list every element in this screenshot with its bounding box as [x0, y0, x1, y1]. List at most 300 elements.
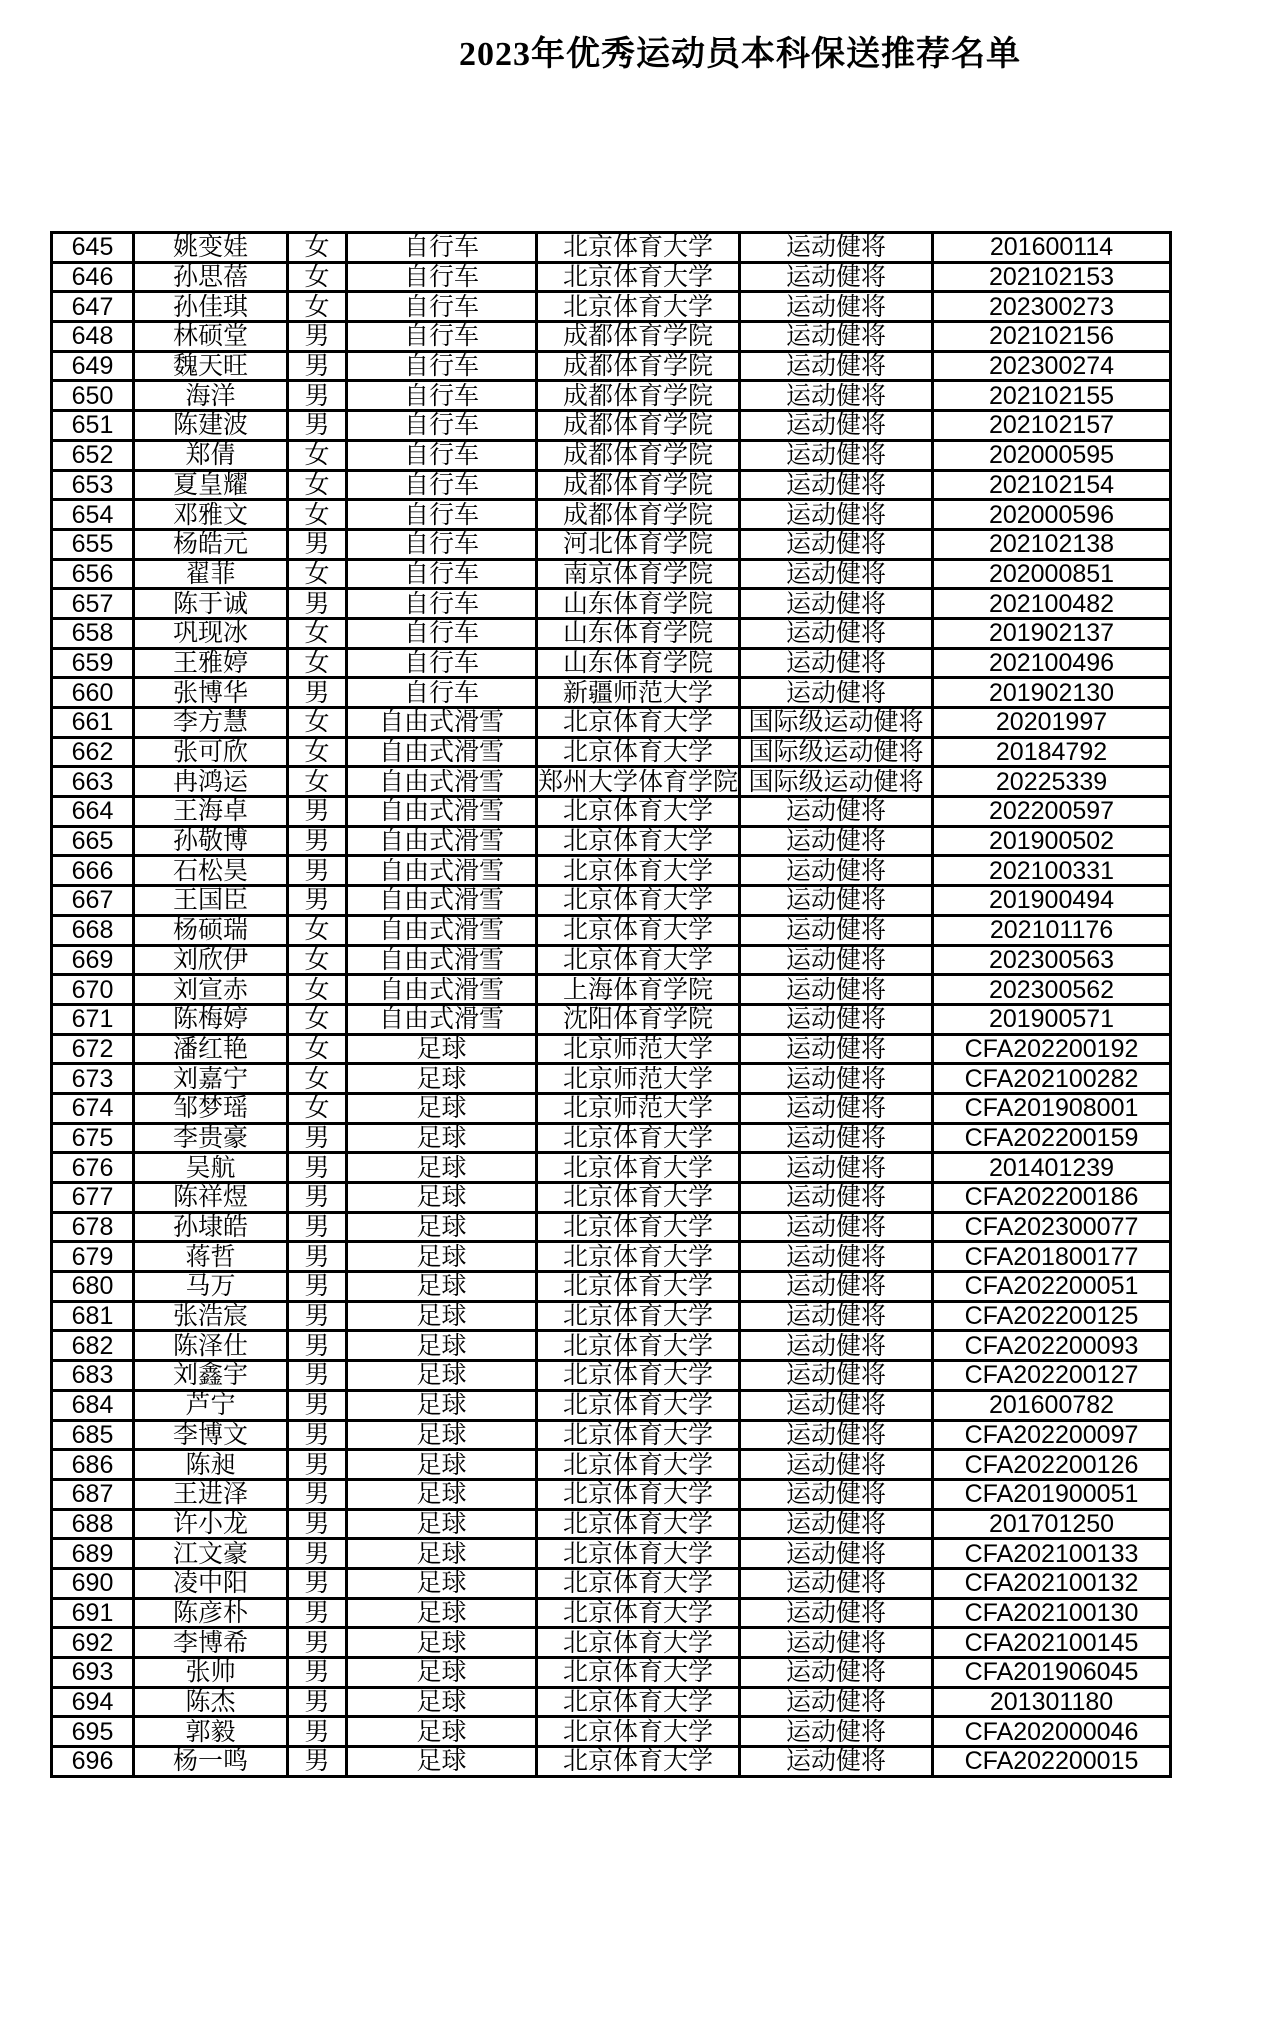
cell-certificate-id	[933, 529, 1171, 559]
cell-level	[740, 589, 933, 619]
athlete-list-table	[50, 231, 1172, 1778]
cell-university-text: 北京体育大学	[563, 1184, 714, 1211]
cell-number	[52, 589, 134, 619]
cell-number	[52, 233, 134, 263]
cell-gender-text: 女	[304, 946, 330, 974]
cell-sport-text: 自行车	[403, 441, 479, 469]
cell-gender-text: 女	[304, 501, 330, 528]
cell-name-text: 刘欣伊	[172, 946, 248, 974]
cell-gender	[288, 1212, 347, 1242]
cell-sport	[347, 589, 537, 619]
cell-name	[134, 1093, 288, 1123]
cell-sport-text: 足球	[416, 1184, 467, 1211]
cell-number	[52, 1687, 134, 1717]
cell-level-text: 运动健将	[786, 1540, 887, 1567]
cell-certificate-id	[933, 1034, 1171, 1064]
table-row	[52, 618, 1171, 648]
cell-gender-text: 男	[304, 679, 330, 706]
cell-university-text: 南京体育学院	[563, 560, 714, 588]
cell-sport-text: 自由式滑雪	[378, 827, 504, 855]
cell-level	[740, 1004, 933, 1034]
cell-certificate-id-text: 202100482	[988, 590, 1115, 617]
cell-university-text: 北京体育大学	[563, 1480, 714, 1508]
cell-certificate-id-text: CFA201800177	[964, 1243, 1139, 1271]
cell-certificate-id	[933, 767, 1171, 797]
cell-gender-text: 男	[304, 1748, 330, 1775]
cell-sport-text: 自由式滑雪	[378, 798, 504, 825]
cell-university	[537, 262, 740, 292]
cell-level-text: 运动健将	[786, 441, 887, 469]
cell-name	[134, 678, 288, 708]
cell-level-text: 运动健将	[786, 1184, 887, 1211]
cell-certificate-id-text: 201600782	[988, 1391, 1115, 1419]
cell-name	[134, 915, 288, 945]
cell-sport	[347, 1687, 537, 1717]
cell-gender	[288, 975, 347, 1005]
table-row	[52, 1658, 1171, 1688]
cell-number	[52, 529, 134, 559]
cell-level-text: 运动健将	[786, 1005, 887, 1033]
cell-certificate-id-text: 202200597	[988, 798, 1115, 825]
cell-gender	[288, 1242, 347, 1272]
cell-gender	[288, 945, 347, 975]
cell-name-text: 吴航	[185, 1154, 236, 1181]
cell-name-text: 海洋	[185, 382, 236, 410]
cell-number	[52, 886, 134, 916]
cell-sport-text: 足球	[416, 1302, 467, 1330]
cell-level-text: 运动健将	[786, 1065, 887, 1092]
cell-number-text: 649	[71, 352, 114, 380]
cell-number	[52, 351, 134, 381]
cell-name	[134, 1658, 288, 1688]
cell-sport-text: 足球	[416, 1243, 467, 1271]
table-row	[52, 1598, 1171, 1628]
table-row	[52, 1479, 1171, 1509]
cell-sport-text: 自行车	[403, 412, 479, 439]
cell-certificate-id-text: 20184792	[995, 738, 1108, 766]
cell-level	[740, 767, 933, 797]
cell-level	[740, 1212, 933, 1242]
cell-gender-text: 女	[304, 976, 330, 1003]
cell-number-text: 662	[71, 738, 114, 766]
cell-level	[740, 945, 933, 975]
cell-level-text: 运动健将	[786, 887, 887, 914]
cell-level	[740, 1450, 933, 1480]
cell-level	[740, 1539, 933, 1569]
cell-certificate-id	[933, 826, 1171, 856]
cell-sport	[347, 529, 537, 559]
cell-name	[134, 529, 288, 559]
table-row	[52, 975, 1171, 1005]
cell-level	[740, 1717, 933, 1747]
cell-sport	[347, 886, 537, 916]
cell-university-text: 北京体育大学	[563, 1154, 714, 1181]
cell-gender-text: 女	[304, 709, 330, 736]
cell-gender-text: 男	[304, 1510, 330, 1538]
cell-sport	[347, 1064, 537, 1094]
cell-sport-text: 足球	[416, 1421, 467, 1449]
cell-number-text: 679	[71, 1243, 114, 1271]
cell-certificate-id	[933, 322, 1171, 352]
cell-university-text: 上海体育学院	[563, 976, 714, 1003]
cell-sport-text: 自行车	[403, 619, 479, 647]
cell-university	[537, 886, 740, 916]
table-row	[52, 292, 1171, 322]
cell-gender-text: 男	[304, 1273, 330, 1300]
cell-name	[134, 1687, 288, 1717]
cell-university-text: 北京体育大学	[563, 1362, 714, 1389]
cell-university-text: 北京体育大学	[563, 738, 714, 766]
cell-level-text: 运动健将	[786, 1718, 887, 1746]
cell-number	[52, 1331, 134, 1361]
cell-gender	[288, 1717, 347, 1747]
cell-sport	[347, 1539, 537, 1569]
table-row	[52, 1420, 1171, 1450]
cell-number	[52, 648, 134, 678]
cell-number	[52, 1420, 134, 1450]
table-row	[52, 233, 1171, 263]
cell-gender	[288, 589, 347, 619]
cell-certificate-id-text: CFA202200192	[964, 1035, 1139, 1063]
table-row	[52, 678, 1171, 708]
table-row	[52, 1064, 1171, 1094]
cell-sport-text: 足球	[416, 1569, 467, 1597]
cell-level-text: 运动健将	[786, 530, 887, 558]
cell-name-text: 杨硕瑞	[172, 916, 248, 944]
table-row	[52, 1717, 1171, 1747]
cell-level-text: 运动健将	[786, 323, 887, 350]
cell-certificate-id-text: CFA202100130	[964, 1599, 1139, 1627]
cell-university-text: 山东体育学院	[563, 649, 714, 677]
cell-university	[537, 1064, 740, 1094]
cell-number	[52, 1361, 134, 1391]
cell-sport-text: 足球	[416, 1332, 467, 1360]
cell-number-text: 664	[71, 798, 114, 825]
cell-name-text: 魏天旺	[172, 352, 248, 380]
cell-gender-text: 男	[304, 352, 330, 380]
cell-university-text: 北京体育大学	[563, 827, 714, 855]
cell-gender	[288, 678, 347, 708]
cell-sport	[347, 1331, 537, 1361]
cell-sport-text: 足球	[416, 1213, 467, 1241]
cell-certificate-id	[933, 1598, 1171, 1628]
cell-university	[537, 737, 740, 767]
cell-sport	[347, 1420, 537, 1450]
cell-certificate-id-text: 202300273	[988, 293, 1115, 321]
cell-gender-text: 男	[304, 827, 330, 855]
table-row	[52, 1183, 1171, 1213]
cell-sport-text: 足球	[416, 1629, 467, 1656]
cell-university-text: 北京体育大学	[563, 1302, 714, 1330]
cell-university-text: 北京体育大学	[563, 1124, 714, 1152]
cell-number	[52, 1628, 134, 1658]
cell-sport-text: 自行车	[403, 501, 479, 528]
cell-sport-text: 足球	[416, 1154, 467, 1181]
cell-certificate-id-text: CFA201906045	[964, 1659, 1139, 1686]
cell-university-text: 北京体育大学	[563, 1243, 714, 1271]
cell-level	[740, 351, 933, 381]
cell-name-text: 孙思蓓	[172, 263, 248, 291]
cell-name	[134, 767, 288, 797]
cell-certificate-id	[933, 1509, 1171, 1539]
cell-sport	[347, 975, 537, 1005]
cell-number-text: 669	[71, 946, 114, 974]
cell-university-text: 郑州大学体育学院	[538, 768, 739, 796]
cell-name	[134, 618, 288, 648]
cell-university-text: 北京师范大学	[563, 1035, 714, 1063]
cell-gender-text: 男	[304, 412, 330, 439]
cell-sport-text: 自由式滑雪	[378, 857, 504, 885]
cell-university-text: 北京师范大学	[563, 1065, 714, 1092]
cell-gender	[288, 1034, 347, 1064]
cell-university	[537, 1598, 740, 1628]
cell-name-text: 凌中阳	[172, 1569, 248, 1597]
cell-name	[134, 1568, 288, 1598]
table-row	[52, 440, 1171, 470]
cell-university-text: 北京体育大学	[563, 1332, 714, 1360]
cell-number	[52, 470, 134, 500]
cell-certificate-id-text: 201401239	[988, 1154, 1115, 1181]
cell-number-text: 648	[71, 323, 114, 350]
cell-level-text: 运动健将	[786, 1659, 887, 1686]
cell-university	[537, 1479, 740, 1509]
cell-gender	[288, 1272, 347, 1302]
cell-number-text: 672	[71, 1035, 114, 1063]
cell-name	[134, 1123, 288, 1153]
cell-name-text: 刘宣赤	[172, 976, 248, 1003]
cell-name	[134, 1183, 288, 1213]
cell-certificate-id	[933, 1064, 1171, 1094]
table-row	[52, 708, 1171, 738]
cell-name-text: 杨皓元	[172, 530, 248, 558]
cell-certificate-id	[933, 1628, 1171, 1658]
cell-number	[52, 767, 134, 797]
cell-certificate-id-text: 201902137	[988, 619, 1115, 647]
cell-number-text: 689	[71, 1540, 114, 1567]
cell-gender-text: 男	[304, 1629, 330, 1656]
cell-gender	[288, 886, 347, 916]
cell-certificate-id	[933, 589, 1171, 619]
cell-sport-text: 自行车	[403, 560, 479, 588]
cell-university	[537, 381, 740, 411]
cell-gender-text: 男	[304, 1451, 330, 1478]
cell-certificate-id	[933, 351, 1171, 381]
table-row	[52, 1568, 1171, 1598]
cell-university-text: 北京体育大学	[563, 1540, 714, 1567]
cell-name	[134, 648, 288, 678]
cell-university-text: 北京体育大学	[563, 234, 714, 261]
cell-level-text: 运动健将	[786, 619, 887, 647]
cell-gender	[288, 1450, 347, 1480]
cell-university	[537, 1331, 740, 1361]
table-row	[52, 1242, 1171, 1272]
cell-certificate-id-text: 202300562	[988, 976, 1115, 1003]
cell-university	[537, 1747, 740, 1777]
table-row	[52, 1123, 1171, 1153]
cell-certificate-id-text: 201701250	[988, 1510, 1115, 1538]
cell-certificate-id-text: CFA202200186	[964, 1184, 1139, 1211]
cell-number	[52, 1568, 134, 1598]
cell-sport	[347, 411, 537, 441]
cell-level-text: 运动健将	[786, 412, 887, 439]
cell-level	[740, 618, 933, 648]
cell-number	[52, 1747, 134, 1777]
cell-gender	[288, 856, 347, 886]
cell-certificate-id-text: 202102155	[988, 382, 1115, 410]
cell-university-text: 北京体育大学	[563, 1391, 714, 1419]
cell-sport-text: 自由式滑雪	[378, 887, 504, 914]
cell-sport	[347, 945, 537, 975]
cell-number	[52, 708, 134, 738]
cell-certificate-id	[933, 1242, 1171, 1272]
cell-level	[740, 1628, 933, 1658]
cell-gender-text: 男	[304, 1599, 330, 1627]
cell-certificate-id-text: 201900571	[988, 1005, 1115, 1033]
cell-name	[134, 470, 288, 500]
cell-level-text: 运动健将	[786, 679, 887, 706]
cell-gender-text: 女	[304, 234, 330, 261]
cell-sport-text: 自行车	[403, 471, 479, 499]
cell-number-text: 652	[71, 441, 114, 469]
cell-certificate-id-text: 202300274	[988, 352, 1115, 380]
cell-certificate-id-text: CFA202300077	[964, 1213, 1139, 1241]
cell-number-text: 661	[71, 709, 114, 736]
cell-sport	[347, 322, 537, 352]
cell-certificate-id-text: CFA202200015	[964, 1748, 1139, 1775]
cell-gender-text: 男	[304, 1540, 330, 1567]
cell-gender-text: 男	[304, 857, 330, 885]
cell-name	[134, 1420, 288, 1450]
cell-gender	[288, 1390, 347, 1420]
cell-university-text: 成都体育学院	[563, 441, 714, 469]
cell-sport	[347, 678, 537, 708]
cell-university-text: 北京体育大学	[563, 1273, 714, 1300]
cell-sport	[347, 1004, 537, 1034]
cell-sport-text: 足球	[416, 1480, 467, 1508]
cell-name	[134, 826, 288, 856]
cell-university-text: 北京体育大学	[563, 263, 714, 291]
cell-sport	[347, 1568, 537, 1598]
table-row	[52, 797, 1171, 827]
cell-gender-text: 男	[304, 1480, 330, 1508]
cell-gender-text: 男	[304, 1362, 330, 1389]
cell-certificate-id-text: 202100496	[988, 649, 1115, 677]
cell-university-text: 山东体育学院	[563, 619, 714, 647]
cell-gender-text: 男	[304, 1332, 330, 1360]
cell-level-text: 运动健将	[786, 471, 887, 499]
cell-certificate-id-text: 201301180	[989, 1688, 1114, 1716]
cell-number-text: 673	[71, 1065, 114, 1092]
cell-university-text: 北京体育大学	[563, 946, 714, 974]
cell-university	[537, 1390, 740, 1420]
cell-level-text: 运动健将	[786, 827, 887, 855]
cell-gender	[288, 1331, 347, 1361]
cell-university	[537, 856, 740, 886]
cell-name	[134, 1450, 288, 1480]
table-row	[52, 1004, 1171, 1034]
cell-certificate-id-text: 202100331	[988, 857, 1115, 885]
cell-name	[134, 1479, 288, 1509]
table-row	[52, 737, 1171, 767]
cell-certificate-id-text: CFA202200097	[964, 1421, 1139, 1449]
cell-certificate-id	[933, 648, 1171, 678]
cell-name	[134, 1717, 288, 1747]
cell-level	[740, 1687, 933, 1717]
cell-gender	[288, 1183, 347, 1213]
cell-number-text: 660	[71, 679, 114, 706]
cell-level-text: 运动健将	[786, 1510, 887, 1538]
cell-certificate-id	[933, 440, 1171, 470]
cell-sport-text: 自由式滑雪	[378, 916, 504, 944]
cell-sport	[347, 1717, 537, 1747]
cell-university	[537, 1153, 740, 1183]
cell-gender-text: 男	[304, 1154, 330, 1181]
cell-university-text: 北京体育大学	[563, 1718, 714, 1746]
cell-sport	[347, 648, 537, 678]
cell-level	[740, 292, 933, 322]
cell-gender-text: 男	[304, 1718, 330, 1746]
cell-name-text: 张可欣	[172, 738, 248, 766]
table-row	[52, 1301, 1171, 1331]
cell-level-text: 运动健将	[786, 1035, 887, 1063]
cell-sport-text: 自行车	[403, 293, 479, 321]
cell-sport-text: 自行车	[403, 263, 479, 291]
cell-level-text: 运动健将	[786, 946, 887, 974]
cell-university	[537, 559, 740, 589]
cell-name	[134, 440, 288, 470]
cell-name	[134, 1331, 288, 1361]
cell-level-text: 运动健将	[786, 382, 887, 410]
cell-gender	[288, 767, 347, 797]
cell-gender	[288, 737, 347, 767]
cell-gender	[288, 1301, 347, 1331]
cell-gender	[288, 1153, 347, 1183]
cell-number	[52, 1390, 134, 1420]
cell-number-text: 659	[71, 649, 114, 677]
cell-level	[740, 708, 933, 738]
cell-certificate-id-text: 202102138	[988, 530, 1115, 558]
cell-level	[740, 1272, 933, 1302]
cell-number-text: 645	[71, 234, 114, 261]
cell-name	[134, 886, 288, 916]
cell-level-text: 运动健将	[786, 857, 887, 885]
cell-sport	[347, 1361, 537, 1391]
cell-university	[537, 1242, 740, 1272]
cell-certificate-id	[933, 1539, 1171, 1569]
cell-name	[134, 1747, 288, 1777]
cell-certificate-id	[933, 1123, 1171, 1153]
cell-university	[537, 648, 740, 678]
cell-number	[52, 678, 134, 708]
cell-number-text: 657	[71, 590, 114, 617]
cell-certificate-id-text: 202102157	[988, 412, 1115, 439]
cell-number	[52, 292, 134, 322]
cell-university-text: 新疆师范大学	[563, 679, 714, 706]
cell-gender	[288, 915, 347, 945]
cell-name-text: 翟菲	[185, 560, 236, 588]
table-row	[52, 1450, 1171, 1480]
cell-gender	[288, 381, 347, 411]
cell-certificate-id	[933, 1390, 1171, 1420]
table-row	[52, 1361, 1171, 1391]
cell-certificate-id	[933, 233, 1171, 263]
cell-university-text: 北京体育大学	[563, 857, 714, 885]
table-row	[52, 1034, 1171, 1064]
cell-name	[134, 1064, 288, 1094]
cell-level	[740, 886, 933, 916]
cell-gender-text: 男	[304, 887, 330, 914]
cell-number-text: 663	[71, 768, 114, 796]
